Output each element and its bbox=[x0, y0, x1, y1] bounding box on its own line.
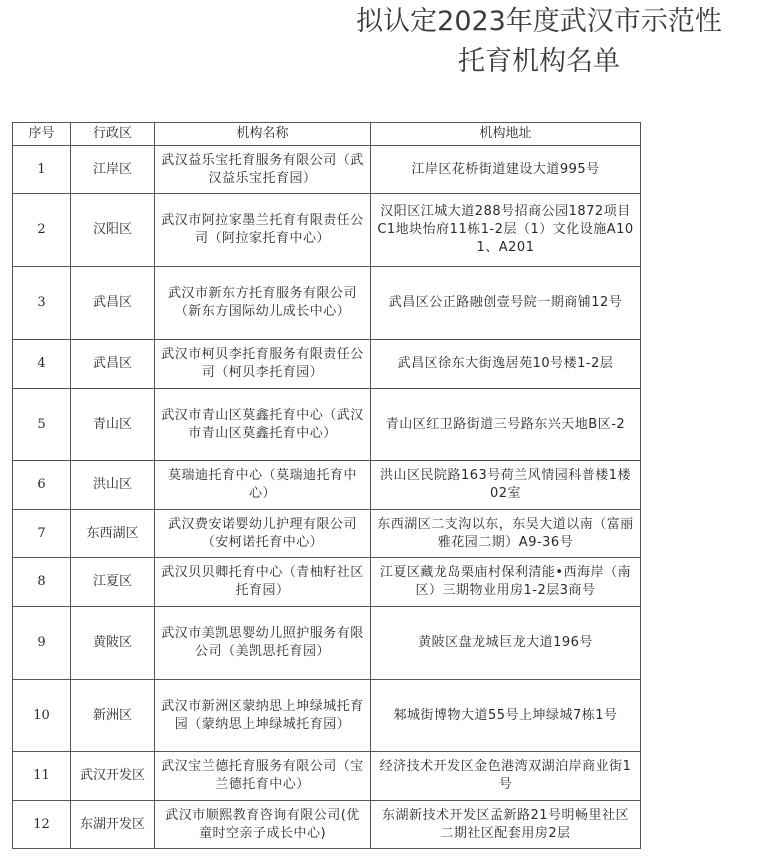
row-district: 江夏区 bbox=[71, 558, 155, 607]
table-row bbox=[13, 267, 641, 340]
row-name: 武汉费安诺婴幼儿护理有限公司（安柯诺托育中心） bbox=[155, 510, 371, 558]
row-district: 武汉开发区 bbox=[71, 752, 155, 801]
table-header-row bbox=[13, 123, 641, 146]
row-address: 经济技术开发区金色港湾双湖泊岸商业街1号 bbox=[371, 752, 641, 801]
row-no: 7 bbox=[13, 510, 71, 558]
row-address: 江岸区花桥街道建设大道995号 bbox=[371, 146, 641, 194]
row-address: 东西湖区二支沟以东，东吴大道以南（富丽雅花园二期）A9-36号 bbox=[371, 510, 641, 558]
table-row bbox=[13, 752, 641, 801]
table-row bbox=[13, 461, 641, 510]
row-district: 青山区 bbox=[71, 389, 155, 461]
header-name: 机构名称 bbox=[155, 123, 371, 146]
row-address: 青山区红卫路街道三号路东兴天地B区-2 bbox=[371, 389, 641, 461]
table-row bbox=[13, 607, 641, 680]
row-name: 武汉市顺熙教育咨询有限公司(优童时空亲子成长中心) bbox=[155, 801, 371, 849]
row-district: 武昌区 bbox=[71, 267, 155, 340]
table-row bbox=[13, 801, 641, 849]
row-name: 武汉市阿拉家墨兰托育有限责任公司（阿拉家托育中心） bbox=[155, 194, 371, 267]
row-name: 武汉市新洲区蒙纳思上坤绿城托育园（蒙纳思上坤绿城托育园） bbox=[155, 680, 371, 752]
row-address: 洪山区民院路163号荷兰风情园科普楼1楼02室 bbox=[371, 461, 641, 510]
row-address: 武昌区徐东大街逸居苑10号楼1-2层 bbox=[371, 340, 641, 389]
row-no: 10 bbox=[13, 680, 71, 752]
row-district: 黄陂区 bbox=[71, 607, 155, 680]
row-name: 武汉市青山区莫鑫托育中心（武汉市青山区莫鑫托育中心） bbox=[155, 389, 371, 461]
row-district: 武昌区 bbox=[71, 340, 155, 389]
row-no: 4 bbox=[13, 340, 71, 389]
row-district: 汉阳区 bbox=[71, 194, 155, 267]
row-name: 莫瑞迪托育中心（莫瑞迪托育中心） bbox=[155, 461, 371, 510]
row-name: 武汉市柯贝李托育服务有限责任公司（柯贝李托育园） bbox=[155, 340, 371, 389]
row-address: 黄陂区盘龙城巨龙大道196号 bbox=[371, 607, 641, 680]
row-district: 东湖开发区 bbox=[71, 801, 155, 849]
row-address: 武昌区公正路融创壹号院一期商铺12号 bbox=[371, 267, 641, 340]
row-address: 邾城街博物大道55号上坤绿城7栋1号 bbox=[371, 680, 641, 752]
row-name: 武汉益乐宝托育服务有限公司（武汉益乐宝托育园） bbox=[155, 146, 371, 194]
row-no: 11 bbox=[13, 752, 71, 801]
table-row bbox=[13, 389, 641, 461]
header-address: 机构地址 bbox=[371, 123, 641, 146]
row-no: 1 bbox=[13, 146, 71, 194]
institution-table bbox=[12, 122, 641, 849]
row-no: 8 bbox=[13, 558, 71, 607]
header-district: 行政区 bbox=[71, 123, 155, 146]
row-no: 12 bbox=[13, 801, 71, 849]
row-district: 洪山区 bbox=[71, 461, 155, 510]
table-row bbox=[13, 558, 641, 607]
row-district: 江岸区 bbox=[71, 146, 155, 194]
row-address: 汉阳区江城大道288号招商公园1872项目C1地块怡府11栋1-2层（1）文化设施A101、A201 bbox=[371, 194, 641, 267]
table-row bbox=[13, 194, 641, 267]
row-name: 武汉贝贝卿托育中心（青柚籽社区托育园） bbox=[155, 558, 371, 607]
page-title bbox=[329, 2, 749, 82]
table-row bbox=[13, 680, 641, 752]
header-no: 序号 bbox=[13, 123, 71, 146]
table-row bbox=[13, 340, 641, 389]
row-district: 新洲区 bbox=[71, 680, 155, 752]
row-no: 6 bbox=[13, 461, 71, 510]
row-no: 9 bbox=[13, 607, 71, 680]
table-row bbox=[13, 146, 641, 194]
title-line-2: 托育机构名单 bbox=[458, 46, 620, 77]
row-address: 江夏区藏龙岛栗庙村保利清能•西海岸（南区）三期物业用房1-2层3商号 bbox=[371, 558, 641, 607]
row-name: 武汉市美凯思婴幼儿照护服务有限公司（美凯思托育园） bbox=[155, 607, 371, 680]
title-line-1: 拟认定2023年度武汉市示范性 bbox=[356, 6, 722, 37]
row-name: 武汉宝兰德托育服务有限公司（宝兰德托育中心） bbox=[155, 752, 371, 801]
row-address: 东湖新技术开发区孟新路21号明畅里社区二期社区配套用房2层 bbox=[371, 801, 641, 849]
table-row bbox=[13, 510, 641, 558]
row-name: 武汉市新东方托育服务有限公司（新东方国际幼儿成长中心） bbox=[155, 267, 371, 340]
row-no: 5 bbox=[13, 389, 71, 461]
row-no: 2 bbox=[13, 194, 71, 267]
row-no: 3 bbox=[13, 267, 71, 340]
row-district: 东西湖区 bbox=[71, 510, 155, 558]
